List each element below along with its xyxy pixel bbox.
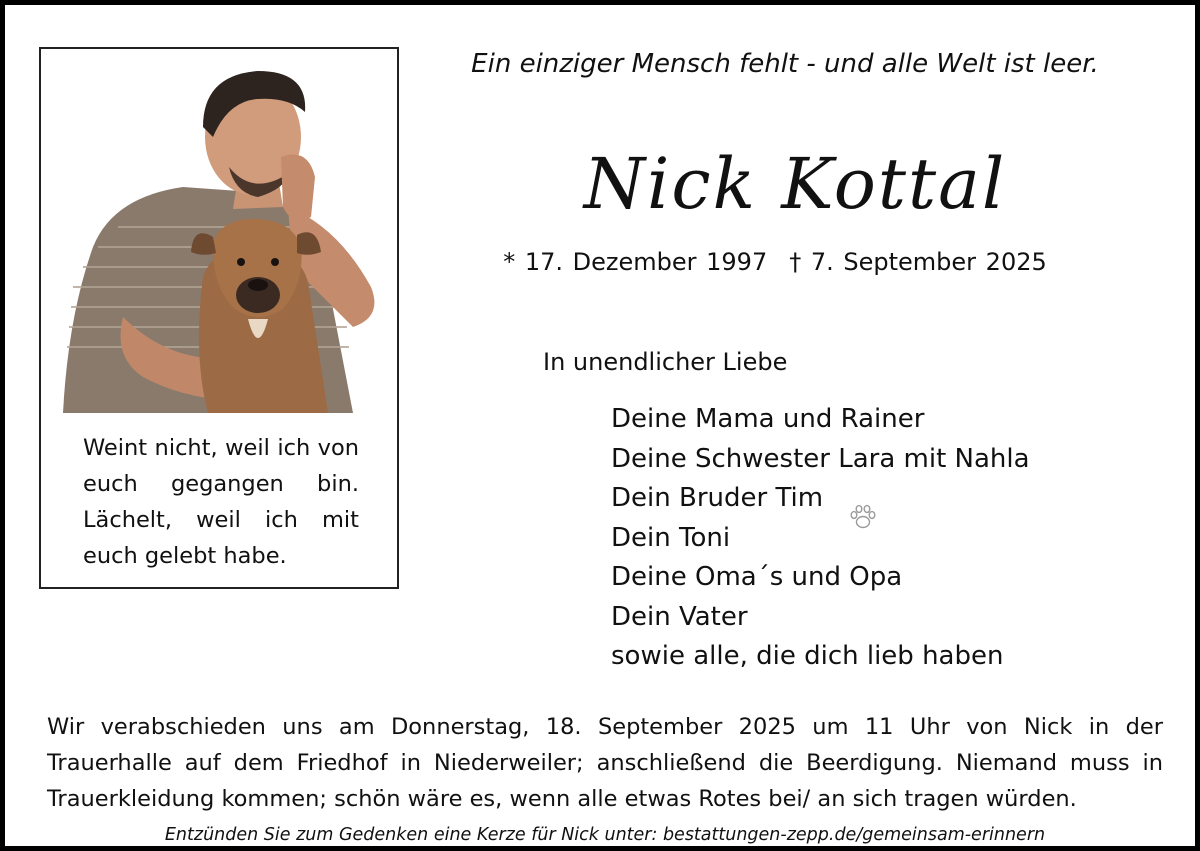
- mourner-line: Deine Mama und Rainer: [611, 404, 925, 434]
- deceased-name: Nick Kottal: [583, 143, 1007, 225]
- memorial-quote: Ein einziger Mensch fehlt - und alle Welt ist leer.: [471, 49, 1099, 79]
- mourner-line: Dein Vater: [611, 601, 748, 632]
- memorial-candle-link[interactable]: Entzünden Sie zum Gedenken eine Kerze für Nick unter: bestattungen-zepp.de/gemeinsam-erinnern: [164, 825, 1046, 845]
- mourner-line: Dein Bruder Tim: [611, 483, 824, 513]
- birth-date: * 17. Dezember 1997: [503, 248, 768, 276]
- portrait-photo: [53, 57, 387, 413]
- mourner-line: sowie alle, die dich lieb haben: [611, 641, 1004, 671]
- paw-print-icon: [848, 502, 878, 532]
- death-date: † 7. September 2025: [789, 248, 1047, 276]
- life-dates: [455, 248, 1095, 276]
- mourner-line: Dein Toni: [611, 522, 731, 553]
- funeral-service-info: Wir verabschieden uns am Donnerstag, 18. September 2025 um 11 Uhr von Nick in der Trauerhalle auf dem Friedhof in Niederweiler; anschließend die Beerdigung. Niemand muss in Trauerkleidung kommen; schön wäre es, wenn alle etwas Rotes bei/ an sich tragen würden.: [47, 714, 1163, 812]
- photo-frame: [39, 47, 399, 589]
- memorial-poem: Weint nicht, weil ich von euch gegangen bin. Lächelt, weil ich mit euch gelebt habe.: [83, 435, 359, 569]
- mourners-heading: In unendlicher Liebe: [543, 348, 788, 376]
- mourner-line: Deine Oma´s und Opa: [611, 562, 903, 592]
- mourner-line: Deine Schwester Lara mit Nahla: [611, 443, 1030, 474]
- mourners-list: [611, 400, 1030, 677]
